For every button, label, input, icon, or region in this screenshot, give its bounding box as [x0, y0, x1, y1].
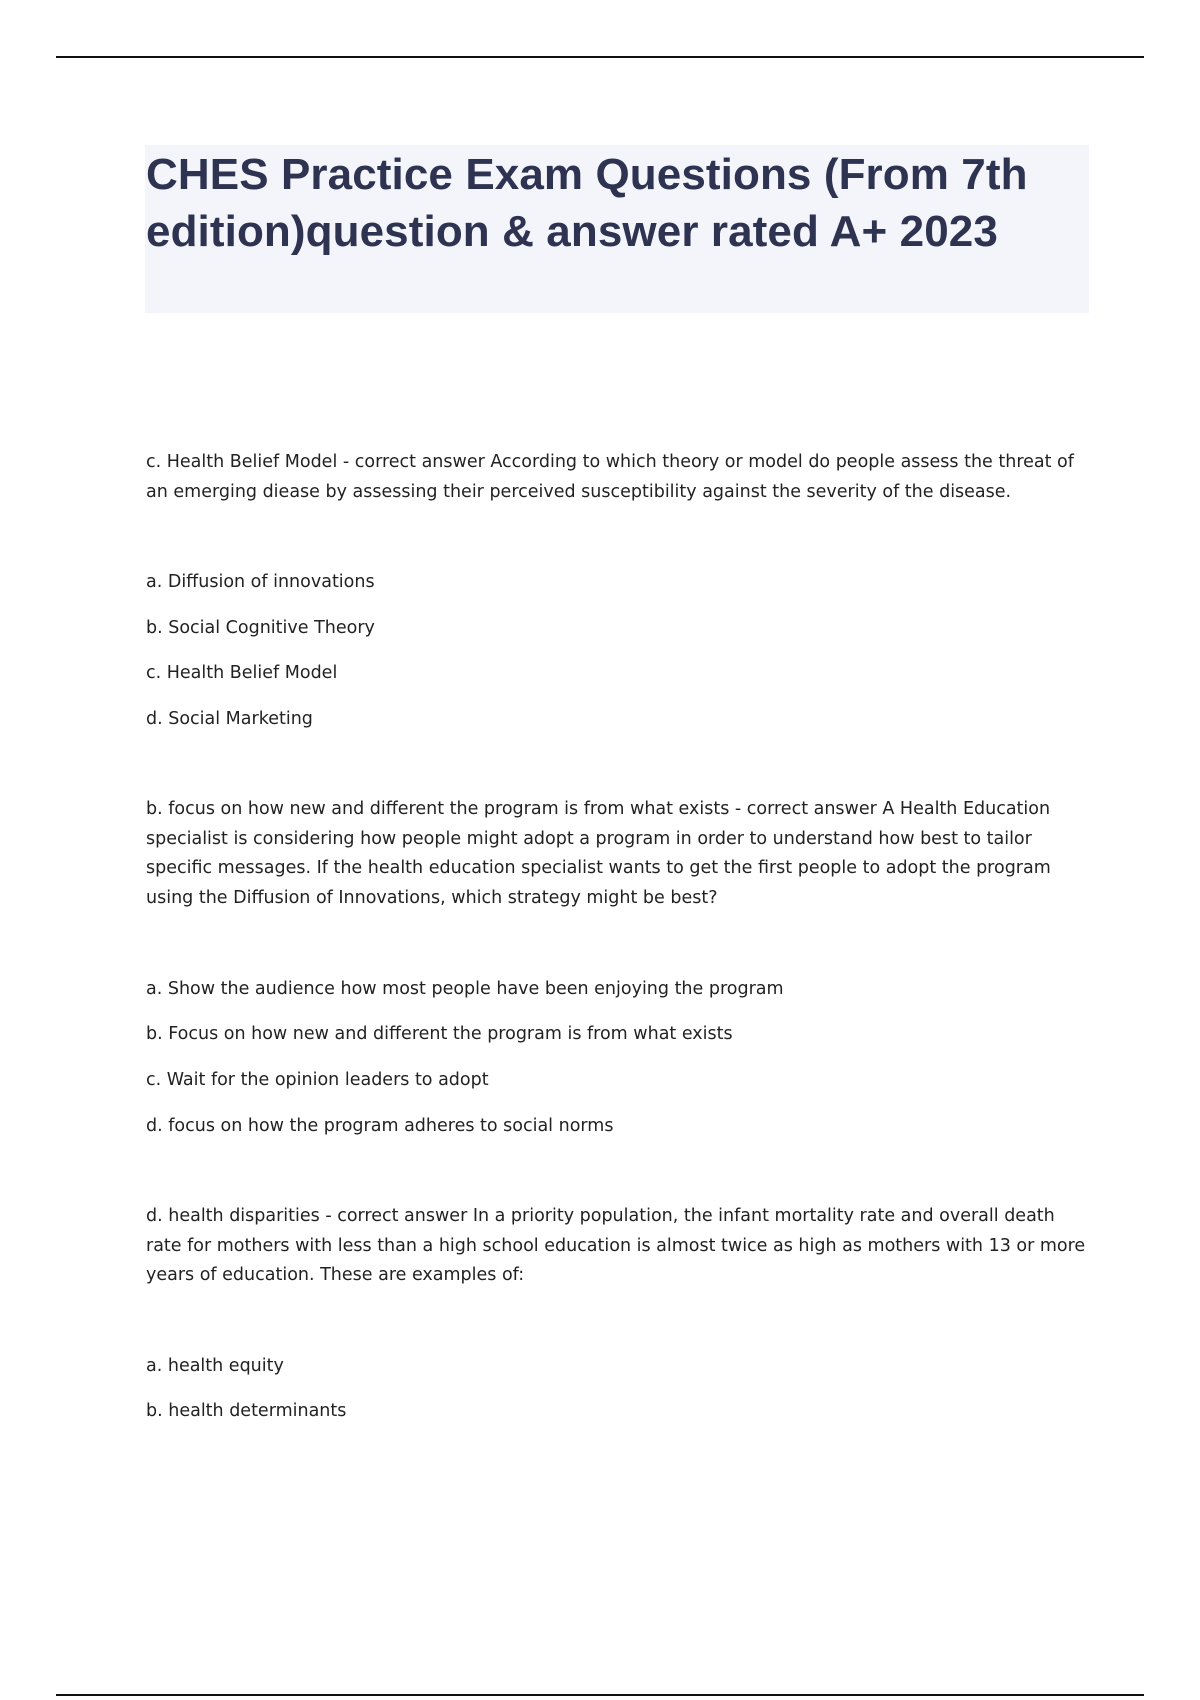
question-2-option-c: c. Wait for the opinion leaders to adopt	[146, 1070, 489, 1090]
question-2-text: b. focus on how new and different the program is from what exists - correct answer A Health Education specialist is considering how people might adopt a program in order to understand how best to tailor specific messages. If the health education specialist wants to get the first people to adopt the program using the Diffusion of Innovations, which strategy might be best?	[146, 799, 1051, 908]
question-1-option-c: c. Health Belief Model	[146, 663, 338, 683]
question-1-option-d: d. Social Marketing	[146, 709, 313, 729]
question-1-text: c. Health Belief Model - correct answer According to which theory or model do people assess the threat of an emerging diease by assessing their perceived susceptibility against the severity of the disease.	[146, 452, 1074, 502]
question-1-option-a: a. Diffusion of innovations	[146, 572, 375, 592]
question-3-option-b: b. health determinants	[146, 1401, 347, 1421]
question-3-text: d. health disparities - correct answer In a priority population, the infant mortality rate and overall death rate for mothers with less than a high school education is almost twice as high as mothers with 13 or more years of education. These are examples of:	[146, 1206, 1086, 1285]
question-2-option-a: a. Show the audience how most people have been enjoying the program	[146, 979, 784, 999]
document-title: CHES Practice Exam Questions (From 7th edition)question & answer rated A+ 2023	[146, 150, 1028, 256]
title-banner	[145, 145, 1089, 313]
header-rule	[56, 56, 1144, 58]
question-1-option-b: b. Social Cognitive Theory	[146, 618, 375, 638]
question-2-option-d: d. focus on how the program adheres to social norms	[146, 1116, 614, 1136]
question-3-option-a: a. health equity	[146, 1356, 284, 1376]
footer-rule	[56, 1694, 1144, 1696]
question-2-option-b: b. Focus on how new and different the program is from what exists	[146, 1024, 733, 1044]
